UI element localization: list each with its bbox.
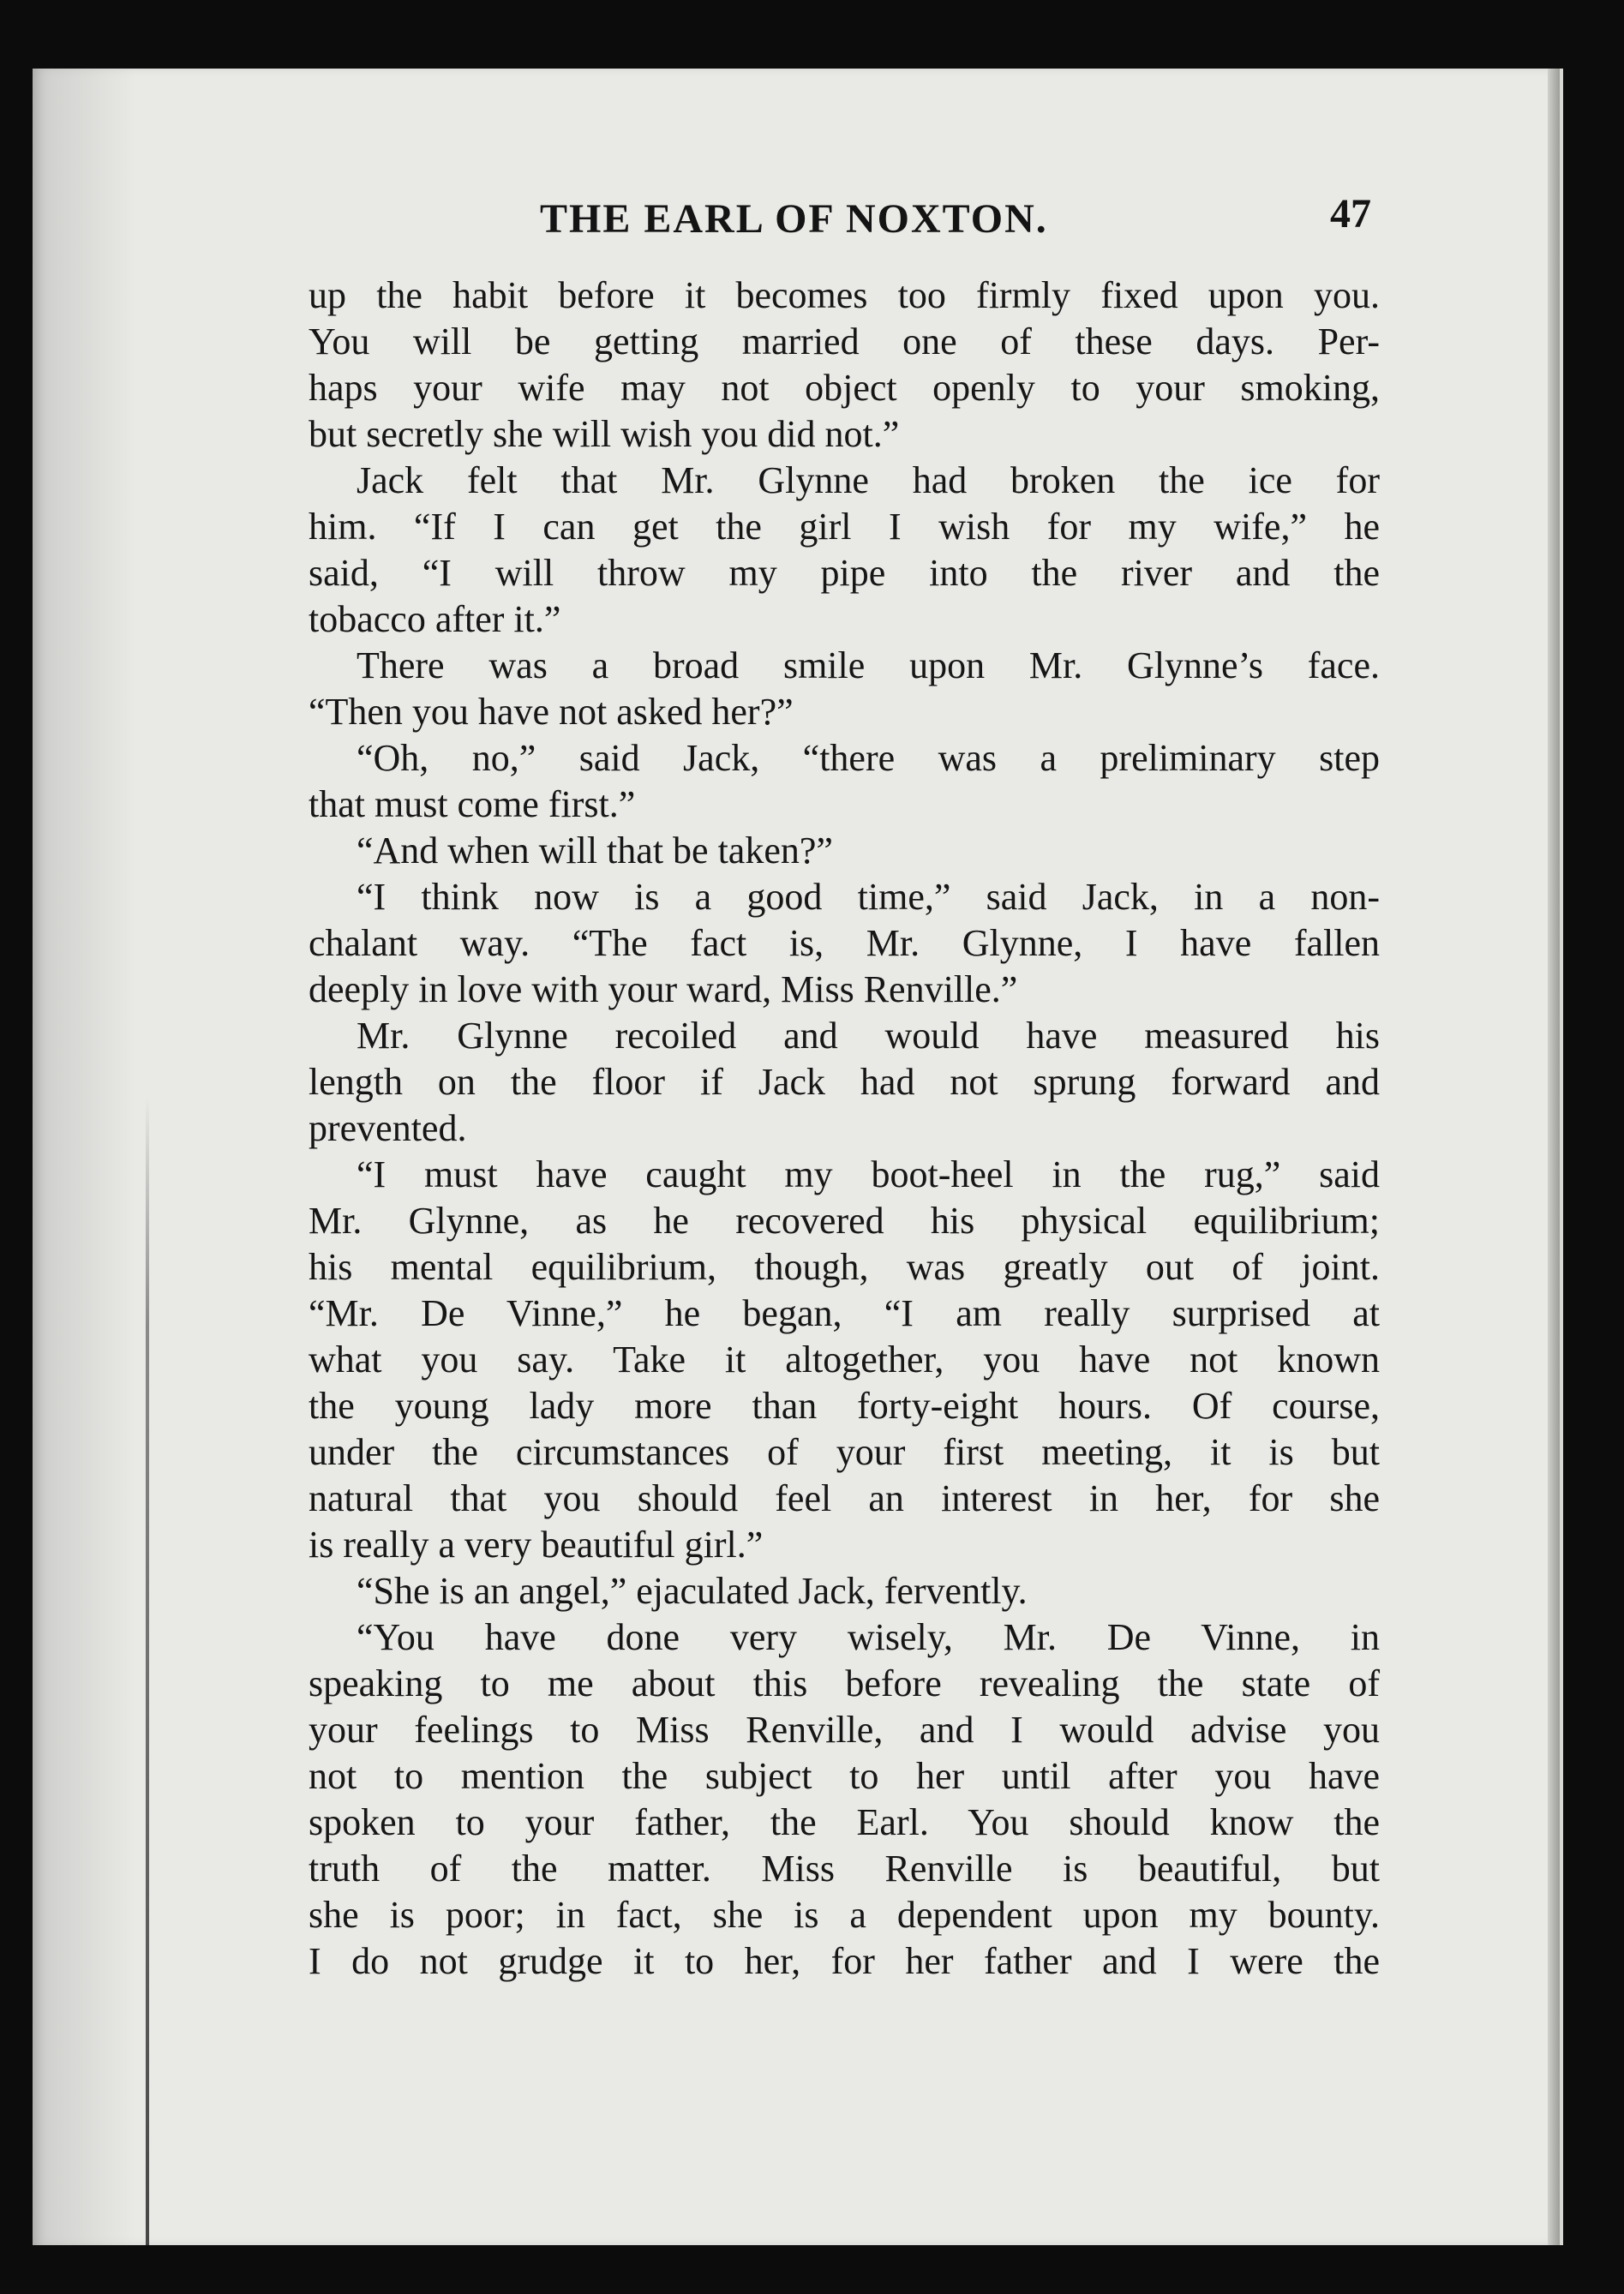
running-head: THE EARL OF NOXTON. [540,196,1048,242]
text-line: Jack felt that Mr. Glynne had broken the ice for [357,459,1380,501]
text-line: deeply in love with your ward, Miss Renville.” [309,968,1018,1010]
text-line: You will be getting married one of these days. Per- [309,320,1380,362]
page-header [309,191,1371,255]
text-line: prevented. [309,1107,467,1149]
page-edge [1548,69,1560,2245]
text-line: is really a very beautiful girl.” [309,1524,764,1566]
text-line: “And when will that be taken?” [357,830,833,871]
text-line: the young lady more than forty-eight hours. Of course, [309,1385,1380,1427]
body-text [309,273,1380,1985]
text-line: up the habit before it becomes too firmly fixed upon you. [309,274,1380,316]
text-line: your feelings to Miss Renville, and I would advise you [309,1709,1380,1751]
text-line: “I must have caught my boot-heel in the rug,” said [357,1153,1380,1195]
text-line: “Oh, no,” said Jack, “there was a preliminary step [357,737,1380,779]
text-line: him. “If I can get the girl I wish for my wife,” he [309,506,1380,548]
text-line: Mr. Glynne, as he recovered his physical equilibrium; [309,1200,1380,1242]
text-line: she is poor; in fact, she is a dependent upon my bounty. [309,1894,1380,1936]
text-line: There was a broad smile upon Mr. Glynne’s face. [357,644,1380,686]
text-line: “She is an angel,” ejaculated Jack, fervently. [357,1570,1028,1612]
text-line: said, “I will throw my pipe into the river and the [309,552,1380,594]
page-number: 47 [1330,191,1371,237]
text-line: “I think now is a good time,” said Jack, in a non- [357,876,1380,918]
text-line: spoken to your father, the Earl. You should know the [309,1801,1380,1843]
text-line: his mental equilibrium, though, was greatly out of joint. [309,1246,1380,1288]
text-line: “Then you have not asked her?” [309,691,794,733]
text-line: truth of the matter. Miss Renville is beautiful, but [309,1848,1380,1890]
text-line: but secretly she will wish you did not.” [309,413,900,455]
text-line: not to mention the subject to her until after you have [309,1755,1380,1797]
text-line: what you say. Take it altogether, you have not known [309,1339,1380,1381]
binding-gutter [146,1097,149,2245]
text-line: Mr. Glynne recoiled and would have measured his [357,1015,1380,1057]
text-line: “You have done very wisely, Mr. De Vinne, in [357,1616,1380,1658]
text-line: speaking to me about this before revealing the state of [309,1662,1380,1704]
text-line: tobacco after it.” [309,598,561,640]
text-line: that must come first.” [309,783,636,825]
text-line: under the circumstances of your first meeting, it is but [309,1431,1380,1473]
text-line: I do not grudge it to her, for her father and I were the [309,1940,1380,1982]
text-line: “Mr. De Vinne,” he began, “I am really surprised at [309,1292,1380,1334]
text-line: haps your wife may not object openly to your smoking, [309,367,1380,409]
text-line: length on the floor if Jack had not sprung forward and [309,1061,1380,1103]
text-line: chalant way. “The fact is, Mr. Glynne, I have fallen [309,922,1380,964]
text-line: natural that you should feel an interest in her, for she [309,1477,1380,1519]
